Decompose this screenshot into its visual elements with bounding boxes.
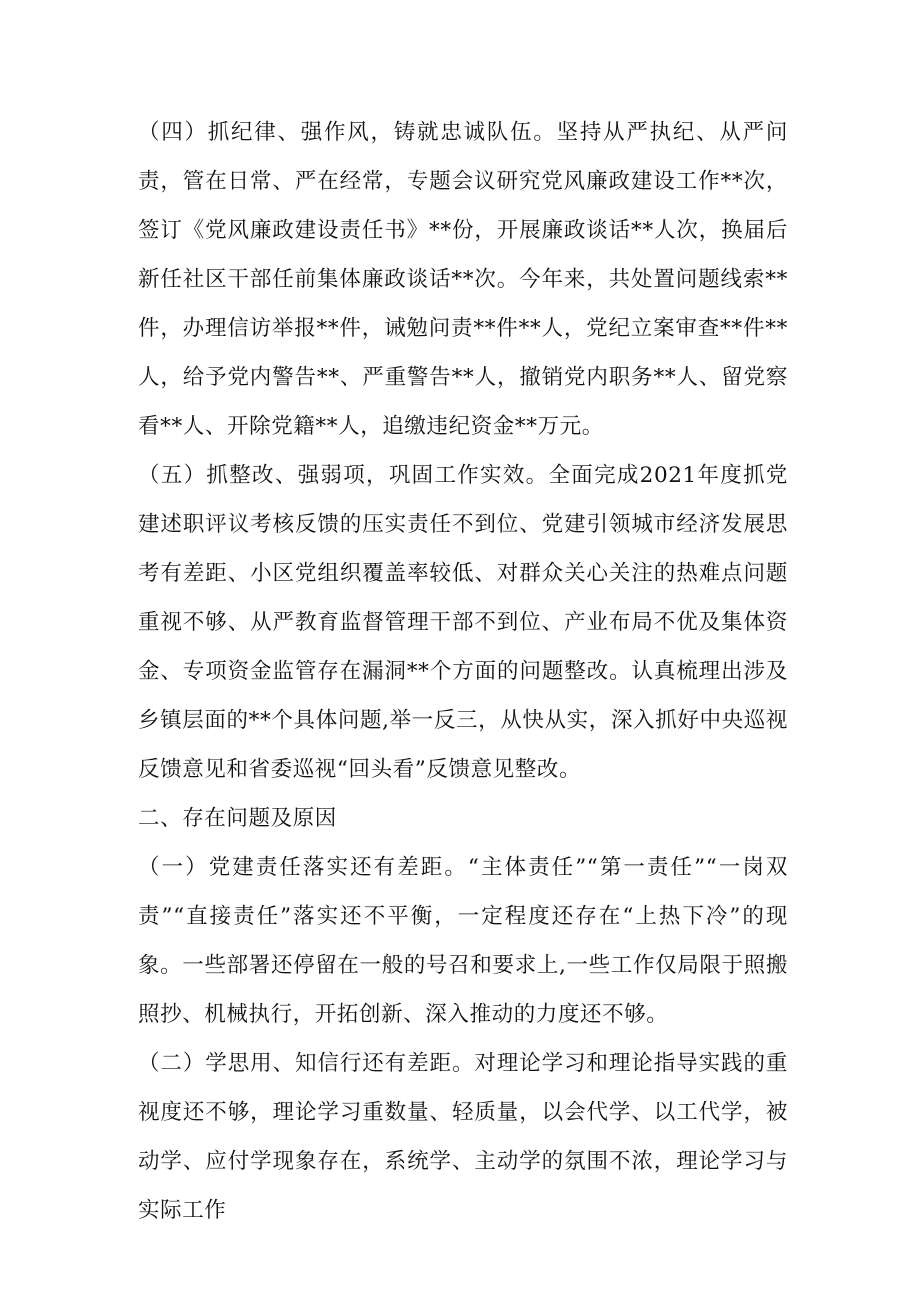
paragraph-problem-learning: （二）学思用、知信行还有差距。对理论学习和理论指导实践的重视度还不够，理论学习重数量、轻质量，以会代学、以工代学，被动学、应付学现象存在，系统学、主动学的氛围不浓，理论学习与实际工作 [138,1051,788,1223]
paragraph-discipline-style: （四）抓纪律、强作风，铸就忠诚队伍。坚持从严执纪、从严问责，管在日常、严在经常，专题会议研究党风廉政建设工作**次，签订《党风廉政建设责任书》**份，开展廉政谈话**人次，换届后新任社区干部任前集体廉政谈话**次。今年来，共处置问题线索**件，办理信访举报**件，诫勉问责**件**人，党纪立案审查**件**人，给予党内警告**、严重警告**人，撤销党内职务**人、留党察看**人、开除党籍**人，追缴违纪资金**万元。 [138,120,788,439]
section-heading-problems: 二、存在问题及原因 [138,806,337,831]
document-body [138,108,788,1235]
paragraph-rectification: （五）抓整改、强弱项，巩固工作实效。全面完成2021年度抓党建述职评议考核反馈的压实责任不到位、党建引领城市经济发展思考有差距、小区党组织覆盖率较低、对群众关心关注的热难点问题重视不够、从严教育监督管理干部不到位、产业布局不优及集体资金、专项资金监管存在漏洞**个方面的问题整改。认真梳理出涉及乡镇层面的**个具体问题,举一反三，从快从实，深入抓好中央巡视反馈意见和省委巡视“回头看”反馈意见整改。 [138,463,788,782]
paragraph-problem-responsibility: （一）党建责任落实还有差距。“主体责任”“第一责任”“一岗双责”“直接责任”落实还不平衡，一定程度还存在“上热下冷”的现象。一些部署还停留在一般的号召和要求上,一些工作仅局限于照搬照抄、机械执行，开拓创新、深入推动的力度还不够。 [138,855,788,1027]
